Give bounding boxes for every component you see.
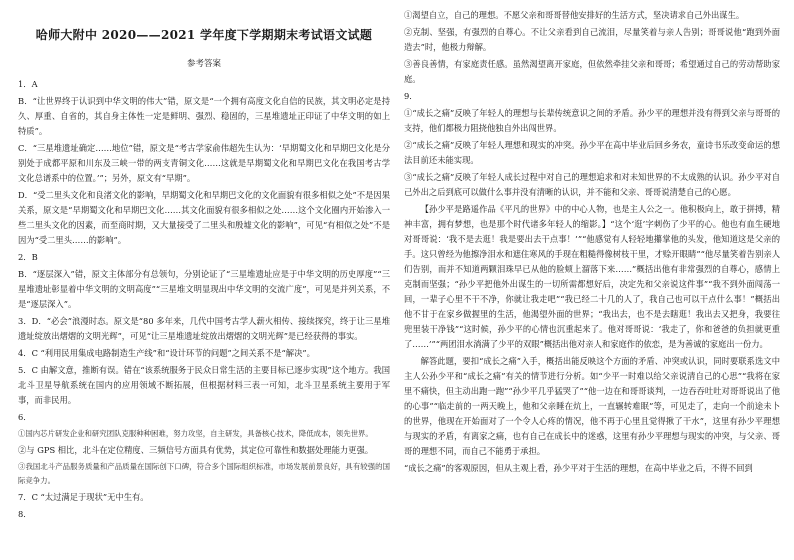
answer-paragraph: 1．A <box>18 79 38 89</box>
answer-paragraph: ①渴望自立，自己的理想。不愿父亲和哥哥替他安排好的生活方式，坚决请求自己外出谋生。 <box>404 10 745 20</box>
left-column <box>18 0 390 560</box>
answer-paragraph: ②“成长之痛”反映了年轻人理想和现实的冲突。孙少平在高中毕业后回乡务农，童诗书乐改变命运的想法目前还未能实现。 <box>404 140 780 165</box>
answer-paragraph: B．“逐层深入”错，原文主体部分有总领句，分别论证了“三星堆遗址应是于中华文明的历史厚度”“三星堆遗址彰显着中华文明的文明高度”“三星堆文明显现出中华文明的交流广度”，可见是并列关系，不是“逐层深入”。 <box>18 269 390 309</box>
answer-paragraph: ③“成长之痛”反映了年轻人成长过程中对自己的理想追求和对未知世界的不太成熟的认识。孙少平对自己外出之后到底可以做什么事并没有清晰的认识，并不能和父亲、哥哥说清楚自己的心愿。 <box>404 172 780 197</box>
document-title: 哈师大附中 2020——2021 学年度下学期期末考试语文试题 <box>35 28 373 42</box>
answer-paragraph: B．“让世界终于认识到中华文明的伟大”错，原文是“一个拥有高度文化自信的民族，其文明必定是持久、厚重、自省的，其自身主体性一定是鲜明、强烈、稳固的，三星堆遗址正印证了中华文明的如上特质”。 <box>18 96 390 136</box>
answer-paragraph: 4．C “利用民用集成电路制造生产线”和“设计环节的问题”之间关系不是“解决”。 <box>18 348 315 358</box>
answer-paragraph: ②与 GPS 相比，北斗在定位精度、三频信号方面具有优势，其定位可靠性和数据处理能力更强。 <box>18 445 374 455</box>
document-subtitle: 参考答案 <box>186 59 221 69</box>
answer-paragraph: C．“三星堆遗址确定……地位”错，原文是“考古学家俞伟超先生认为：‘早期蜀文化和早期巴文化是分别处于成都平原和川东及三峡一带的两支青铜文化……这就是早期蜀文化和早期巴文化在我国考古学文化总谱系中的位置。’”；另外，原文有“早期”。 <box>18 143 390 183</box>
answer-paragraph: 【孙少平是路遥作品《平凡的世界》中的中心人物，也是主人公之一。他积极向上，敢于拼搏，精神丰富，拥有梦想，也是那个时代诸多年轻人的缩影。】“这个‘逛’字刺伤了少平的心。他也有血生硬地对哥哥说：‘我不是去逛！我是要出去干点事！’”“他感觉有人轻轻地攥掌他的头发，他知道这是父亲的手。这只曾经为他擦净泪水和遮住寒风的手现在粗糙得像树枝干里，才赊开眼睛”“他尽量笑着告别亲人们告别，而并不知道两颗泪珠早已从他的脸颊上溜落下来……”概括出他有非常强烈的自尊心，感情上克制而坚强；“孙少平把他外出谋生的一切所需都想好后，决定先和父亲说这件事”“我不到外面闯荡一回，一辈子心里不干不净，你就让我走吧”“我已经二十几的人了，我自己也可以干点什么事！”概括出他不甘于在家乡做握里的生活，他渴望外面的世界；“我出去，也不是去瞎逛！我出去又把身，我要往兜里装干净钱”“这时候，孙少平的心情也沉重起来了。他对哥哥说：‘我走了，你和爸爸的负担就更重了……’”“两团泪水淌满了少平的双眼”概括出他对亲人和家庭作的依恋，是为善诚的家庭出一份力。 <box>404 204 780 349</box>
answer-paragraph: “成长之痛”的客观原因，但从主观上看，孙少平对于生活的理想，在高中毕业之后，不得不回到 <box>404 463 753 473</box>
answer-paragraph: ②克制、坚强，有强烈的自尊心。不让父亲看到自己流泪，尽量笑着与亲人告别；哥哥说他“跑到外面造去”时，他极力辩解。 <box>404 27 780 52</box>
answer-paragraph: 8． <box>18 509 32 519</box>
answer-paragraph: D．“受二里头文化和良渚文化的影响，早期蜀文化和早期巴文化的文化面貌有很多相似之处”不是因果关系，原文是“早期蜀文化和早期巴文化……其文化面貌有很多相似之处……这个文化圈内开始渗入一些二里头文化的因素，而至商时期，又大量接受了二里头和殷墟文化的影响”，可见“有相似之处”不是因为“受二里头……的影响”。 <box>18 190 390 245</box>
answer-paragraph: 2．B <box>18 252 38 262</box>
answer-paragraph: ③我国北斗产品服务质量和产品质量在国际创下口碑，符合多个国际组织标准，市场发展前景良好，具有较强的国际竞争力。 <box>18 462 390 485</box>
answer-paragraph: 5．C 由解文意，推断有误。错在“该系统服务于民众日常生活的主要目标已逐步实现”这个地方。我国北斗卫星导航系统在国内的应用领域不断拓展，但根据材料三表一可知，北斗卫星系统主要用于军事，而非民用。 <box>18 365 390 405</box>
answer-paragraph: ①国内芯片研发企业和研究团队克服种种困难，努力攻坚，自主研发，具备核心技术，降低成本，领先世界。 <box>18 429 373 438</box>
answer-paragraph: 3．D．“必会”浪漫时态。原文是“80 多年来，几代中国考古学人薪火相传、接续探究，终于让三星堆遗址绽放出熠熠的文明光辉”，可见“让三星堆遗址绽放出熠熠的文明光辉”是已经获得的事实。 <box>18 316 390 341</box>
answer-paragraph: 9． <box>404 91 418 101</box>
answer-paragraph: ①“成长之痛”反映了年轻人的理想与长辈传统意识之间的矛盾。孙少平的理想并没有得到父亲与哥哥的支持，他们都极力阻挠他独自外出闯世界。 <box>404 108 780 133</box>
answer-paragraph: 7．C “太过满足于现状”无中生有。 <box>18 492 149 502</box>
right-column <box>404 0 780 560</box>
answer-paragraph: 解答此题，要扣“成长之痛”入手，概括出能反映这个方面的矛盾、冲突或认识，同时要联系选文中主人公孙少平和“成长之痛”有关的情节进行分析。如“少平一时难以给父亲说清自己的心思”“我将在家里不痛快，但主动出跑一跑”“孙少平几乎猛哭了”“他一边在和哥哥谈判，一边吞吞吐吐对哥哥说出了他的心事”“临走前的一两天晚上，他和父亲睡在炕上，一直辗转难眠”等，可见走了，走向一个前途未卜的世界，他现在开始面对了一个令人心疼的情况，他不再于心里且觉得揪了干水”，这里有孙少平理想与现实的矛盾，有离家之痛，也有自己在成长中的迷惑，这里有孙少平理想与现实的冲突，与父亲、哥哥的理想不同，而自己不能勇于承担。 <box>404 356 780 456</box>
answer-paragraph: 6． <box>18 412 32 422</box>
answer-paragraph: ③善良善情，有家庭责任感。虽然渴望离开家庭，但依然牵挂父亲和哥哥；希望通过自己的劳动帮助家庭。 <box>404 59 780 84</box>
